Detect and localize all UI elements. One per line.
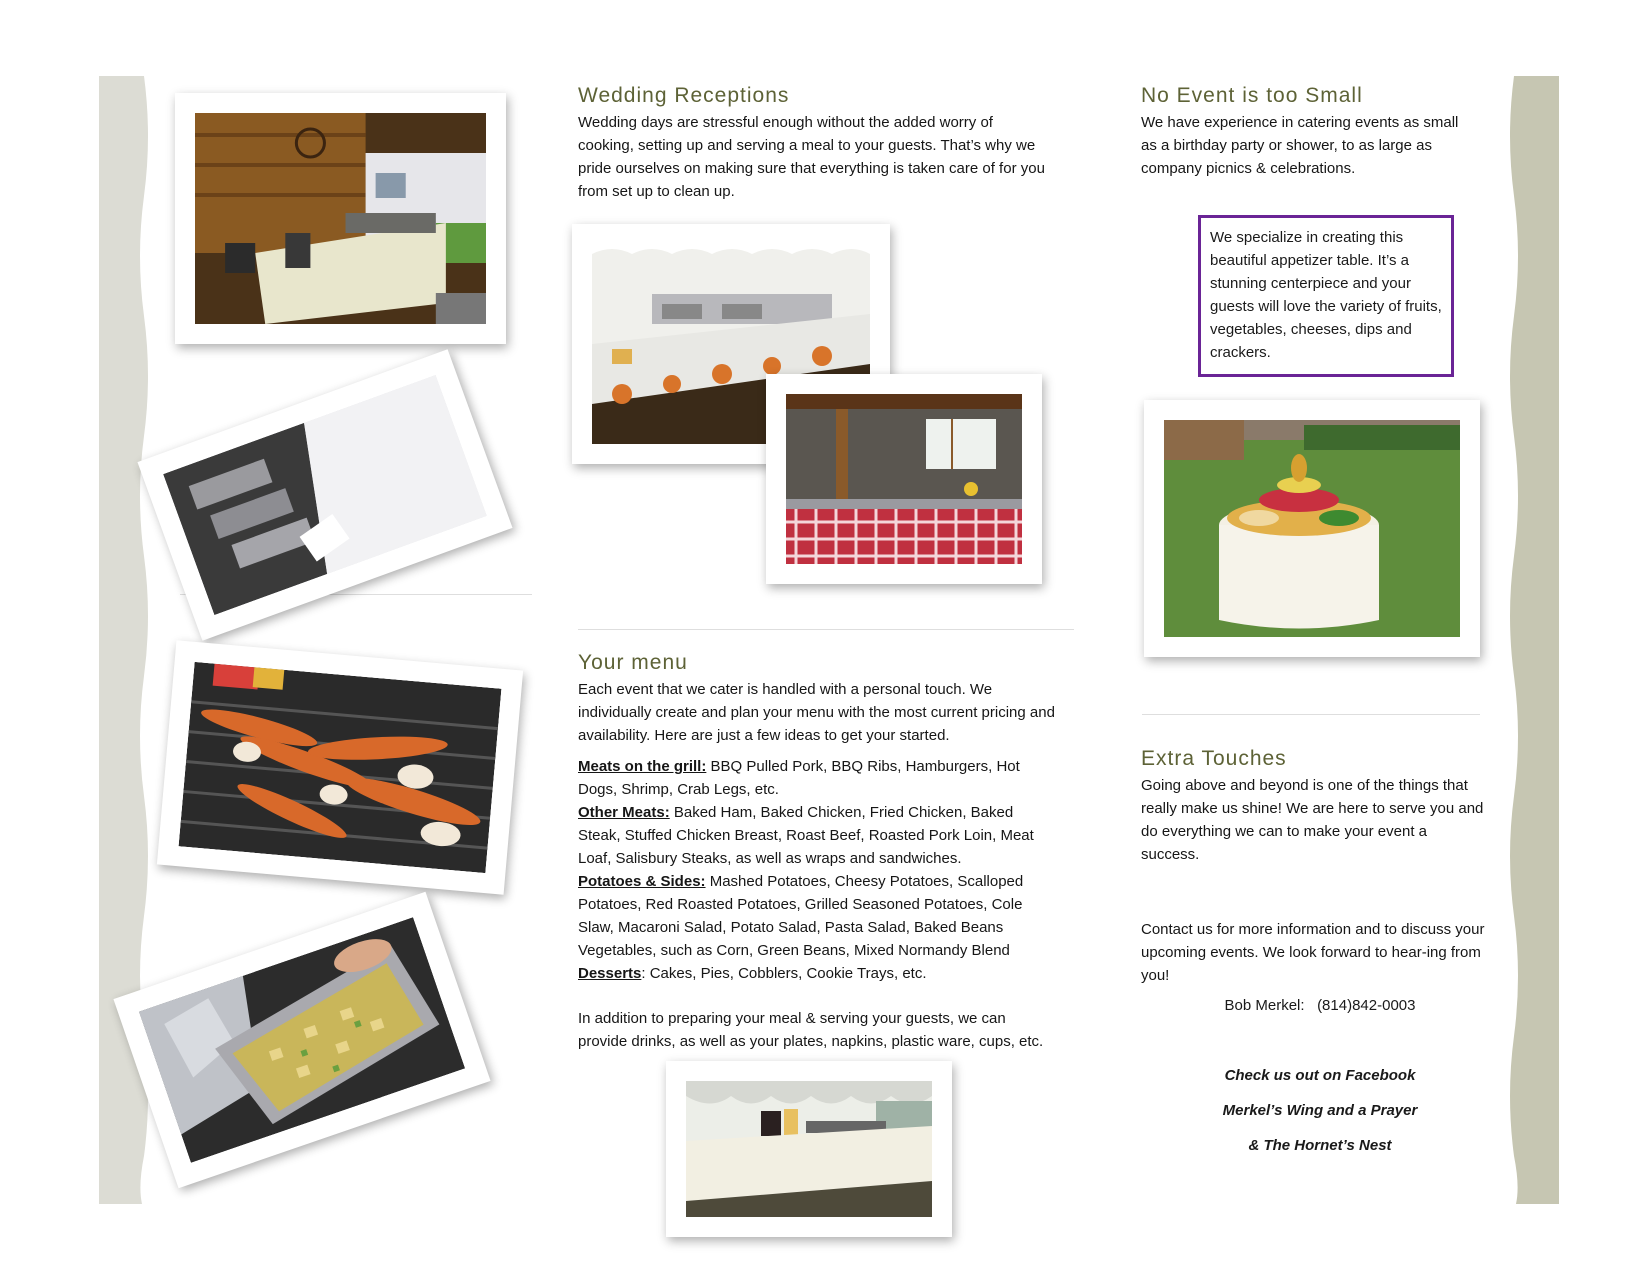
menu-item-desserts: Desserts: Cakes, Pies, Cobblers, Cookie Trays, etc. — [578, 965, 927, 982]
wedding-receptions-heading: Wedding Receptions — [578, 84, 790, 107]
extra-touches-heading: Extra Touches — [1141, 747, 1287, 770]
menu-items-list — [578, 755, 1050, 985]
facebook-page-name-2: & The Hornet’s Nest — [1248, 1137, 1392, 1154]
wedding-receptions-text: Wedding days are stressful enough without the added worry of cooking, setting up and serving a meal to your guests. That’s why we pride ourselves on making sure that everything is taken care of for you from set up to clean up. — [578, 114, 1045, 200]
photo-appetizer-table — [1144, 400, 1480, 657]
extra-touches-text: Going above and beyond is one of the things that really make us shine! We are here to serve you and do everything we can to make your event a success. — [1141, 777, 1484, 863]
contact-name: Bob Merkel: — [1224, 997, 1305, 1014]
your-menu-intro: Each event that we cater is handled with a personal touch. We individually create and plan your menu with the most current pricing and availability. Here are just a few ideas to get your started. — [578, 681, 1055, 744]
contact-phone-line — [1141, 997, 1499, 1014]
no-event-too-small-text: We have experience in catering events as small as a birthday party or shower, to as large as company picnics & celebrations. — [1141, 114, 1459, 177]
photo-gingham-buffet — [766, 374, 1042, 584]
appetizer-table-image — [1164, 420, 1460, 637]
gingham-buffet-image — [786, 394, 1022, 564]
contact-phone: (814)842-0003 — [1317, 997, 1416, 1014]
facebook-callout: Check us out on Facebook — [1224, 1067, 1416, 1084]
your-menu-heading: Your menu — [578, 651, 688, 674]
menu-item-potatoes-sides: Potatoes & Sides: Mashed Potatoes, Cheesy Potatoes, Scalloped Potatoes, Red Roasted Potatoes, Grilled Seasoned Potatoes, Cole Slaw, Macaroni Salad, Potato Salad, Pasta Salad, Baked Beans Vegetables, such as Corn, Green Beans, Mixed Normandy Blend — [578, 873, 1024, 959]
photo-chafing-dishes — [137, 349, 512, 640]
tent-drinks-image — [686, 1081, 932, 1217]
potatoes-pan-image — [139, 917, 465, 1163]
menu-item-other-meats: Other Meats: Baked Ham, Baked Chicken, Fried Chicken, Baked Steak, Stuffed Chicken Breast, Roast Beef, Roasted Pork Loin, Meat Loaf, Salisbury Steaks, as well as wraps and sandwiches. — [578, 804, 1034, 867]
chafing-dishes-image — [163, 375, 487, 615]
right-band-wave-edge — [1504, 76, 1520, 1204]
menu-item-meats-grill: Meats on the grill: BBQ Pulled Pork, BBQ Ribs, Hamburgers, Hot Dogs, Shrimp, Crab Legs, etc. — [578, 758, 1020, 798]
photo-crab-legs-grill — [157, 640, 523, 894]
facebook-page-name-1: Merkel’s Wing and a Prayer — [1222, 1102, 1418, 1119]
no-event-too-small-heading: No Event is too Small — [1141, 84, 1363, 107]
appetizer-callout-box: We specialize in creating this beautiful appetizer table. It’s a stunning centerpiece and your guests will love the variety of fruits, vegetables, cheeses, dips and crackers. — [1198, 215, 1454, 377]
contact-text: Contact us for more information and to discuss your upcoming events. We look forward to hear-ing from you! — [1141, 921, 1485, 984]
crab-legs-grill-image — [179, 662, 502, 873]
photo-potatoes-pan — [113, 892, 490, 1189]
photo-buffet-barn — [175, 93, 506, 344]
middle-column-divider — [578, 629, 1074, 630]
menu-addition-text: In addition to preparing your meal & serving your guests, we can provide drinks, as well as your plates, napkins, plastic ware, cups, etc. — [578, 1010, 1044, 1050]
right-decorative-band — [1520, 76, 1559, 1204]
buffet-barn-image — [195, 113, 486, 324]
photo-tent-drinks — [666, 1061, 952, 1237]
right-column-divider — [1142, 714, 1480, 715]
